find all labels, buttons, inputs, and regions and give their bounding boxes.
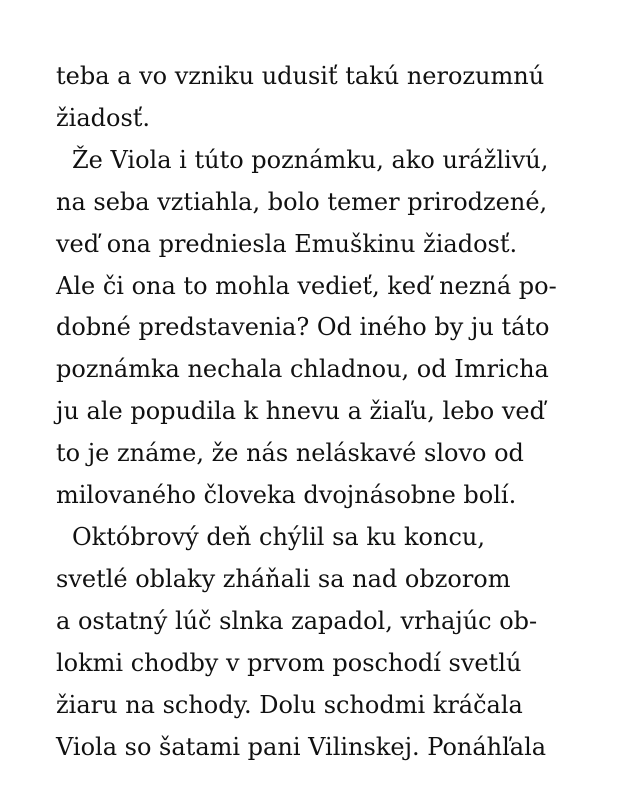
text-line: žiadosť. [56,103,151,132]
text-line: teba a vo vzniku udusiť takú nerozumnú [56,62,545,90]
text-line: ju ale popudila k hnevu a žiaľu, lebo veď [56,397,545,426]
paragraph-first-line: Októbrový deň chýlil sa ku koncu, [72,522,485,551]
text-line: dobné predstavenia? Od iného by ju táto [56,313,550,342]
text-line: lokmi chodby v prvom poschodí svetlú [56,648,522,677]
text-line: poznámka nechala chladnou, od Imricha [56,355,549,384]
text-line: Viola so šatami pani Vilinskej. Ponáhľala [56,732,547,761]
text-line: veď ona predniesla Emuškinu žiadosť. [56,229,518,258]
text-line: to je známe, že nás neláskavé slovo od [56,439,524,468]
text-line: žiaru na schody. Dolu schodmi kráčala [56,690,523,719]
text-line: a ostatný lúč slnka zapadol, vrhajúc ob- [56,606,538,635]
body-text [56,56,596,768]
text-line: milovaného človeka dvojnásobne bolí. [56,481,517,510]
text-line: svetlé oblaky zháňali sa nad obzorom [56,564,511,593]
paragraph-first-line: Že Viola i túto poznámku, ako urážlivú, [72,145,549,174]
text-line: Ale či ona to mohla vedieť, keď nezná po- [56,271,557,300]
text-line: na seba vztiahla, bolo temer prirodzené, [56,187,548,216]
